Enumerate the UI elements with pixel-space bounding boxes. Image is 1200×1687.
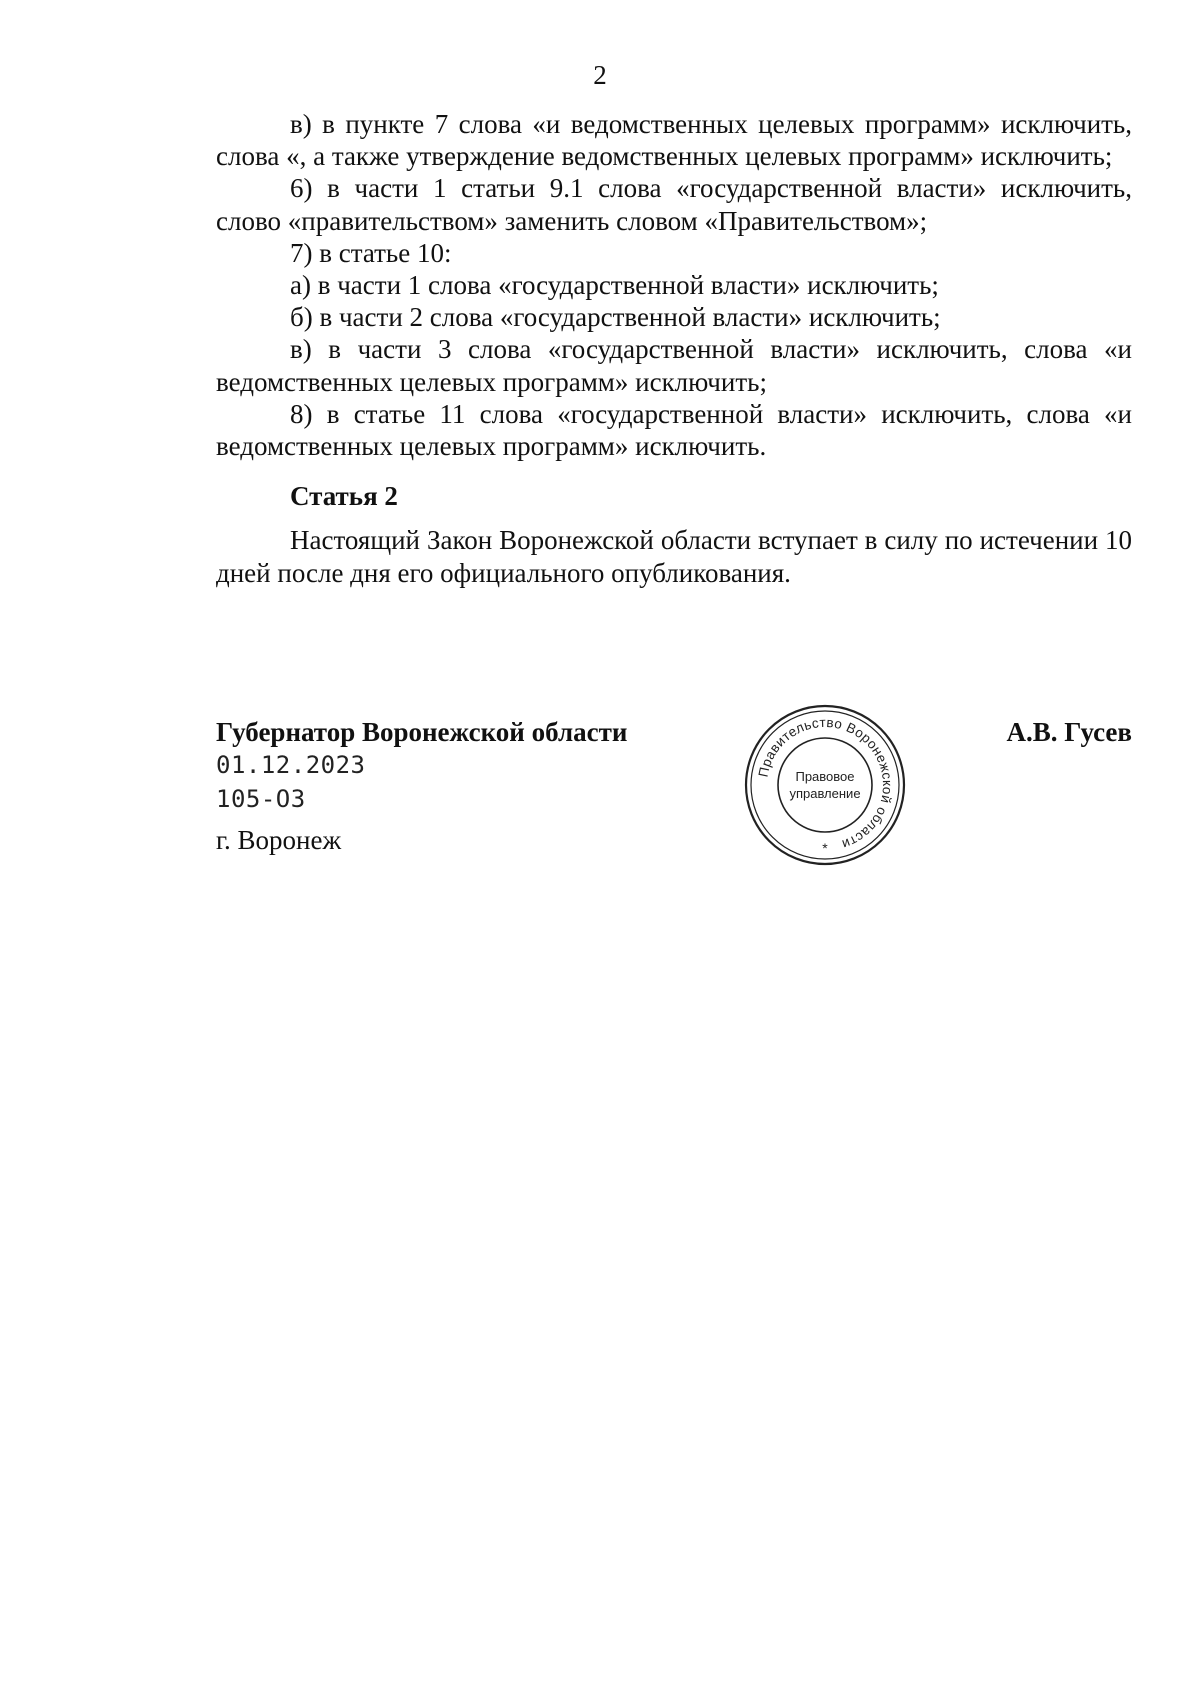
stamp-center-line2: управление xyxy=(789,786,861,801)
paragraph-amend-7: 7) в статье 10: xyxy=(290,237,452,268)
stamp-star: * xyxy=(822,840,828,856)
paragraph-amend-7-v2: в) в части 3 слова «государственной власти» исключить, слова «и ведомственных целевых программ» исключить; xyxy=(216,334,1132,397)
paragraph-amend-7-a: а) в части 1 слова «государственной власти» исключить; xyxy=(290,270,939,301)
article-2-heading: Статья 2 xyxy=(290,481,398,512)
official-stamp xyxy=(743,703,907,867)
article-2-text: Настоящий Закон Воронежской области вступает в силу по истечении 10 дней после дня его официального опубликования. xyxy=(216,525,1132,588)
city: г. Воронеж xyxy=(216,825,342,855)
governor-name: А.В. Гусев xyxy=(1006,717,1132,747)
governor-title: Губернатор Воронежской области xyxy=(216,717,628,747)
paragraph-amend-8: 8) в статье 11 слова «государственной власти» исключить, слова «и ведомственных целевых программ» исключить. xyxy=(216,398,1132,462)
page-number: 2 xyxy=(593,60,607,90)
stamp-center-line1: Правовое xyxy=(795,769,855,784)
paragraph-amend-7-v: в) в пункте 7 слова «и ведомственных целевых программ» исключить, слова «, а также утверждение ведомственных целевых программ» исключить; xyxy=(216,109,1132,172)
law-date: 01.12.2023 xyxy=(216,751,366,779)
stamp-seal-icon xyxy=(743,703,907,867)
paragraph-amend-6: 6) в части 1 статьи 9.1 слова «государственной власти» исключить, слово «правительством» заменить словом «Правительством»; xyxy=(216,173,1132,236)
paragraph-amend-7-b: б) в части 2 слова «государственной власти» исключить; xyxy=(290,302,941,333)
document-body xyxy=(216,108,1132,589)
law-number: 105-ОЗ xyxy=(216,785,306,813)
signature-block xyxy=(216,716,627,856)
stamp-ring-text: Правительство Воронежской области xyxy=(755,714,896,853)
